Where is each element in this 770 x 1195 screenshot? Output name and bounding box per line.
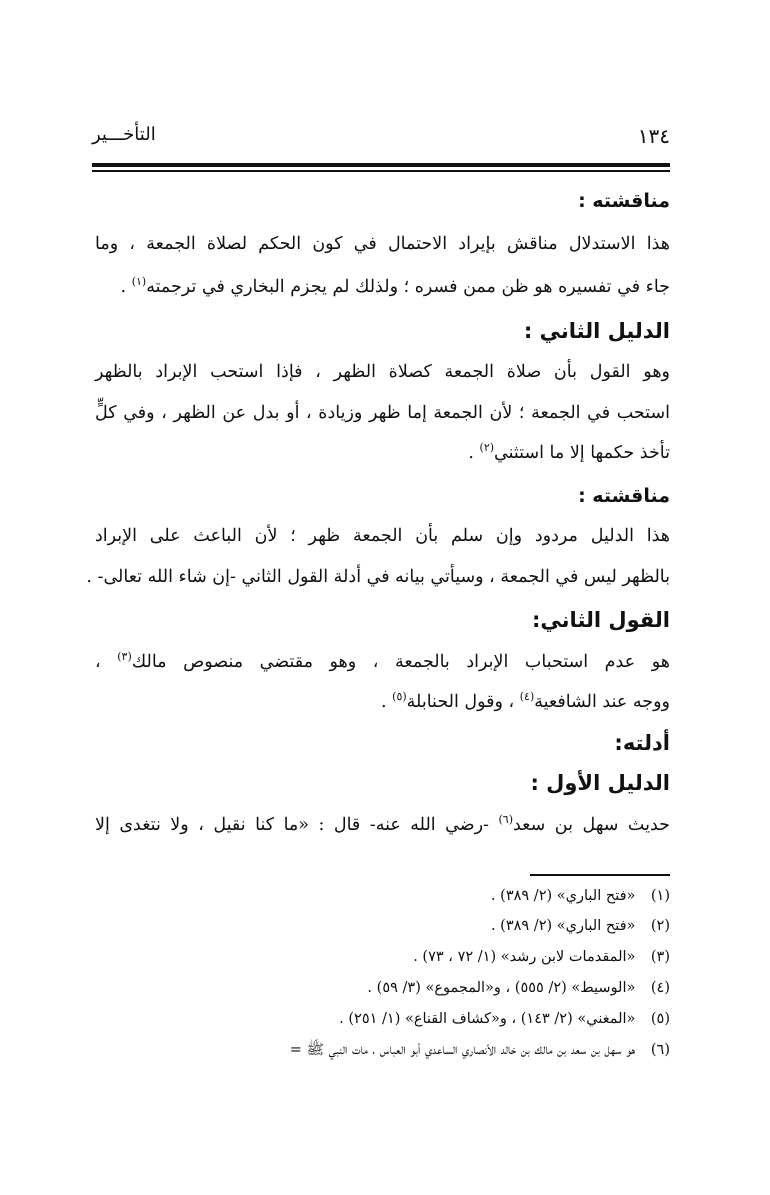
section-heading-dalil-thani: الدليل الثاني : [523,319,670,343]
footnote-text: «فتح الباري» (٢/ ٣٨٩) . [490,918,636,934]
section-heading-adillatuh: أدلته: [614,731,670,755]
header-rule-thick [92,163,670,167]
footnote-separator [530,874,670,876]
footnote-number: (٤) [650,980,670,996]
footnote [95,946,670,968]
paragraph-line: حديث سهل بن سعد$^{(٦)}$ -رضي الله عنه- قال : «ما كنا نقيل ، ولا نتغدى إلا [95,813,670,835]
footnote [95,915,670,937]
footnote-number: (٥) [650,1011,670,1027]
section-heading-munaqasha: مناقشته : [578,190,670,212]
paragraph-line: هذا الاستدلال مناقش بإيراد الاحتمال في كون الحكم لصلاة الجمعة ، وما [95,234,670,254]
footnote-ref: (١) [131,275,147,289]
footnote [95,977,670,999]
running-header [92,124,670,154]
footnote-number: (١) [650,888,670,904]
section-heading-dalil-awwal: الدليل الأول : [530,771,670,795]
paragraph-line: هذا الدليل مردود وإن سلم بأن الجمعة ظهر ؛ لأن الباعث على الإبراد [95,526,670,546]
footnote-ref: (٦) [498,813,513,827]
footnote-text: «المقدمات لابن رشد» (١/ ٧٢ ، ٧٣) . [413,949,636,965]
footnote-ref: (٤) [519,690,535,704]
paragraph-line: تأخذ حكمها إلا ما استثني$^{(٢)}$ . [468,441,670,463]
footnote-text: «المغني» (٢/ ١٤٣) ، و«كشاف القناع» (١/ ٢٥١) . [339,1011,636,1027]
paragraph-line: جاء في تفسيره هو ظن ممن فسره ؛ ولذلك لم يجزم البخاري في ترجمته$^{(١)}$ . [120,275,670,297]
paragraph-line: وهو القول بأن صلاة الجمعة كصلاة الظهر ، فإذا استحب الإبراد بالظهر [95,362,670,382]
footnote-ref: (٣) [117,650,132,664]
section-heading-munaqasha: مناقشته : [578,485,670,507]
footnote [95,1039,670,1061]
footnote-number: (٣) [650,949,670,965]
running-title: التأخـــير [92,124,156,145]
footnote-text: «الوسيط» (٢/ ٥٥٥) ، و«المجموع» (٣/ ٥٩) . [367,980,636,996]
footnote-text: «فتح الباري» (٢/ ٣٨٩) . [490,888,636,904]
footnote-ref: (٢) [479,441,495,455]
header-rule-thin [92,170,670,172]
footnote-number: (٢) [650,918,670,934]
footnote [95,1008,670,1030]
footnote [95,885,670,907]
footnote-number: (٦) [650,1042,670,1058]
section-heading-qawl-thani: القول الثاني: [532,608,670,632]
paragraph-line: استحب في الجمعة ؛ لأن الجمعة إما ظهر وزيادة ، أو بدل عن الظهر ، وفي كلٍّ [95,403,670,423]
page-number: ١٣٤ [637,124,670,148]
paragraph-line: بالظهر ليس في الجمعة ، وسيأتي بيانه في أدلة القول الثاني -إن شاء الله تعالى- . [86,567,670,587]
paragraph-line: ووجه عند الشافعية$^{(٤)}$ ، وقول الحنابلة$^{(٥)}$ . [381,690,670,712]
footnote-ref: (٥) [392,690,407,704]
paragraph-line: هو عدم استحباب الإبراد بالجمعة ، وهو مقتضي منصوص مالك$^{(٣)}$ ، [95,650,670,672]
footnote-text: هو سهل بن سعد بن مالك بن خالد الأنصاري الساعدي أبو العباس ، مات النبي ﷺ = [289,1042,636,1058]
